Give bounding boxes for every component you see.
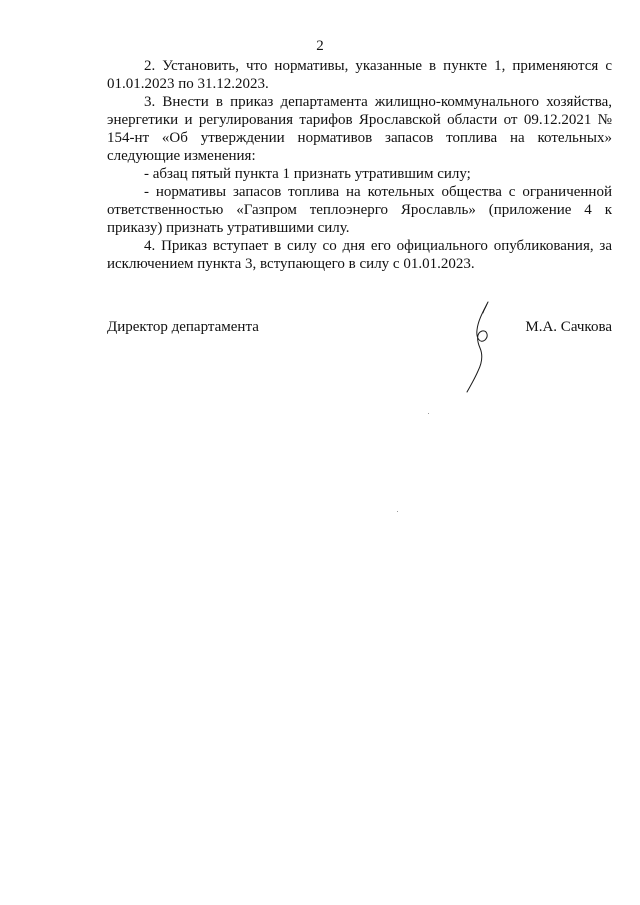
scan-speck — [397, 511, 398, 512]
list-item-abzac: - абзац пятый пункта 1 признать утратившим силу; — [144, 166, 471, 182]
document-body — [107, 57, 612, 273]
list-item-normativy: - нормативы запасов топлива на котельных общества с ограниченной ответственностью «Газпром теплоэнерго Ярославль» (приложение 4 к приказу) признать утратившими силу. — [107, 184, 612, 236]
paragraph-3: 3. Внести в приказ департамента жилищно-коммунального хозяйства, энергетики и регулирования тарифов Ярославской области от 09.12.2021 № 154-нт «Об утверждении нормативов запасов топлива на котельных» следующие изменения: — [107, 94, 612, 164]
page-number: 2 — [316, 38, 324, 54]
handwritten-signature — [455, 296, 505, 396]
signer-title: Директор департамента — [107, 319, 259, 335]
paragraph-2: 2. Установить, что нормативы, указанные в пункте 1, применяются с 01.01.2023 по 31.12.2023. — [107, 58, 612, 92]
paragraph-4: 4. Приказ вступает в силу со дня его официального опубликования, за исключением пункта 3, вступающего в силу с 01.01.2023. — [107, 238, 612, 272]
signer-name: М.А. Сачкова — [525, 319, 612, 335]
signature-block — [107, 318, 612, 338]
scan-speck — [428, 413, 429, 414]
